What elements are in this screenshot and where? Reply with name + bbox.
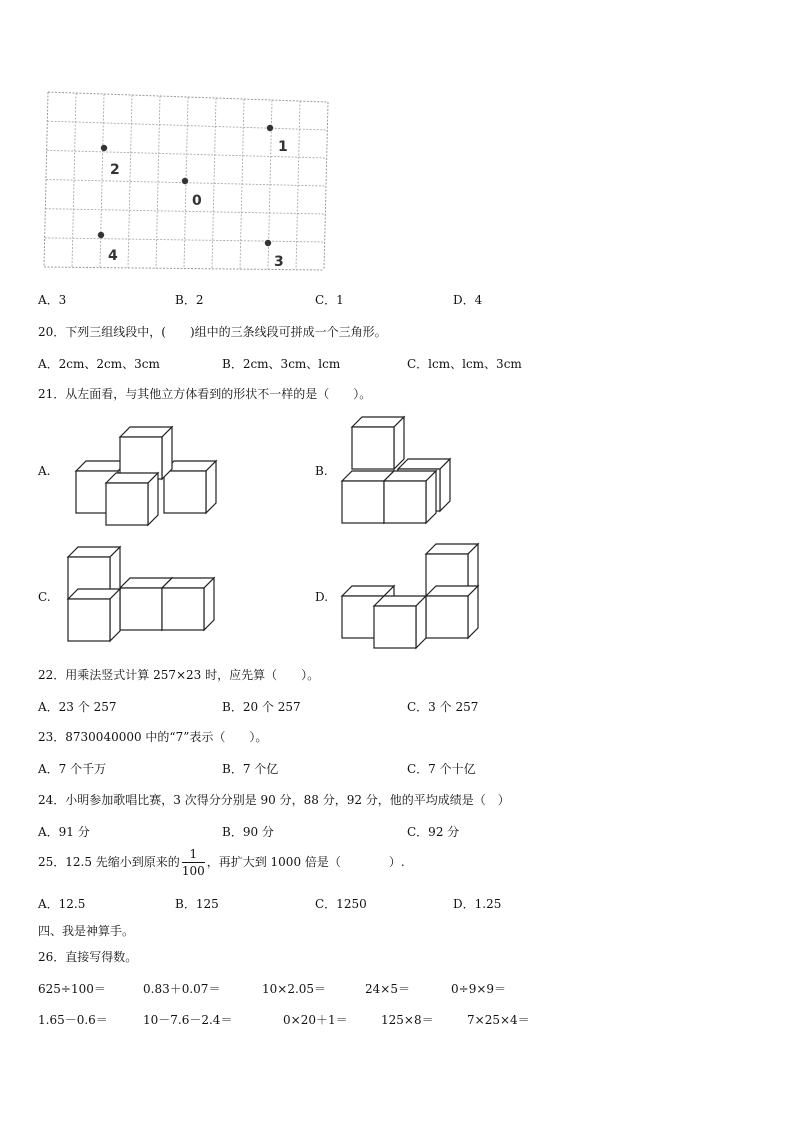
q24-option-c[interactable]: C．92 分 bbox=[407, 825, 460, 839]
q25-option-a[interactable]: A．12.5 bbox=[38, 897, 86, 911]
calc-item: 0÷9×9＝ bbox=[451, 982, 507, 996]
q23-option-b[interactable]: B．7 个亿 bbox=[222, 762, 279, 776]
grid-point-label: 4 bbox=[108, 248, 118, 264]
q24-option-a[interactable]: A．91 分 bbox=[38, 825, 90, 839]
grid-point-label: 3 bbox=[274, 254, 284, 270]
q19-option-c[interactable]: C．1 bbox=[315, 293, 344, 307]
cube bbox=[426, 586, 478, 638]
cube bbox=[162, 578, 214, 630]
q25-option-d[interactable]: D．1.25 bbox=[453, 897, 502, 911]
cube bbox=[374, 596, 426, 648]
q23-option-a[interactable]: A．7 个千万 bbox=[38, 762, 107, 776]
cube-figure-d bbox=[336, 540, 486, 650]
q19-option-b[interactable]: B．2 bbox=[175, 293, 204, 307]
cube bbox=[68, 589, 120, 641]
cube bbox=[384, 471, 436, 523]
calc-item: 10－7.6－2.4＝ bbox=[143, 1013, 233, 1027]
grid-point bbox=[267, 125, 273, 131]
calc-item: 24×5＝ bbox=[365, 982, 410, 996]
q23-option-c[interactable]: C．7 个十亿 bbox=[407, 762, 476, 776]
grid-figure bbox=[44, 92, 334, 270]
fraction-numerator: 1 bbox=[182, 846, 205, 863]
fraction-one-hundredth bbox=[182, 846, 205, 879]
grid-point bbox=[101, 145, 107, 151]
q19-option-a[interactable]: A．3 bbox=[38, 293, 67, 307]
q22-option-a[interactable]: A．23 个 257 bbox=[38, 700, 117, 714]
q21-option-a[interactable]: A. bbox=[38, 464, 51, 478]
calc-item: 10×2.05＝ bbox=[262, 982, 327, 996]
cube-figure-b bbox=[336, 413, 456, 533]
q22-option-b[interactable]: B．20 个 257 bbox=[222, 700, 301, 714]
q25-option-c[interactable]: C．1250 bbox=[315, 897, 367, 911]
q25-text-after: ，再扩大到 1000 倍是（ ）. bbox=[206, 855, 405, 869]
cube-figure-c bbox=[62, 540, 222, 650]
q20-option-c[interactable]: C．lcm、lcm、3cm bbox=[407, 357, 522, 371]
cube bbox=[352, 417, 404, 469]
cube bbox=[106, 473, 158, 525]
calc-item: 1.65－0.6＝ bbox=[38, 1013, 108, 1027]
q21-text: 21．从左面看，与其他立方体看到的形状不一样的是（ ）。 bbox=[38, 387, 372, 401]
cube-figure-a bbox=[68, 413, 228, 533]
q22-option-c[interactable]: C．3 个 257 bbox=[407, 700, 479, 714]
q25-text-before: 25．12.5 先缩小到原来的 bbox=[38, 855, 180, 869]
q25-text bbox=[38, 846, 405, 879]
grid-point bbox=[265, 240, 271, 246]
q20-option-a[interactable]: A．2cm、2cm、3cm bbox=[38, 357, 160, 371]
calc-item: 0×20＋1＝ bbox=[283, 1013, 348, 1027]
q24-option-b[interactable]: B．90 分 bbox=[222, 825, 274, 839]
grid-point-label: 1 bbox=[278, 139, 288, 155]
grid-point-label: 0 bbox=[192, 193, 202, 209]
calc-item: 625÷100＝ bbox=[38, 982, 106, 996]
q20-text: 20．下列三组线段中，( )组中的三条线段可拼成一个三角形。 bbox=[38, 325, 387, 339]
grid-point bbox=[98, 232, 104, 238]
calc-item: 7×25×4＝ bbox=[467, 1013, 530, 1027]
q19-option-d[interactable]: D．4 bbox=[453, 293, 483, 307]
q21-option-b[interactable]: B. bbox=[315, 464, 328, 478]
calc-item: 125×8＝ bbox=[381, 1013, 434, 1027]
q21-option-d[interactable]: D. bbox=[315, 590, 329, 604]
grid-point bbox=[182, 178, 188, 184]
grid-point-label: 2 bbox=[110, 162, 120, 178]
calc-item: 0.83＋0.07＝ bbox=[143, 982, 221, 996]
q21-option-c[interactable]: C. bbox=[38, 590, 51, 604]
section-4-title: 四、我是神算手。 bbox=[38, 924, 135, 938]
fraction-denominator: 100 bbox=[181, 864, 205, 878]
q20-option-b[interactable]: B．2cm、3cm、lcm bbox=[222, 357, 341, 371]
cube bbox=[120, 427, 172, 479]
q25-option-b[interactable]: B．125 bbox=[175, 897, 219, 911]
q26-text: 26．直接写得数。 bbox=[38, 950, 138, 964]
q22-text: 22．用乘法竖式计算 257×23 时，应先算（ ）。 bbox=[38, 668, 320, 682]
q24-text: 24．小明参加歌唱比赛，3 次得分分别是 90 分，88 分，92 分，他的平均成绩是（ ） bbox=[38, 793, 510, 807]
q23-text: 23．8730040000 中的“7”表示（ ）。 bbox=[38, 730, 268, 744]
